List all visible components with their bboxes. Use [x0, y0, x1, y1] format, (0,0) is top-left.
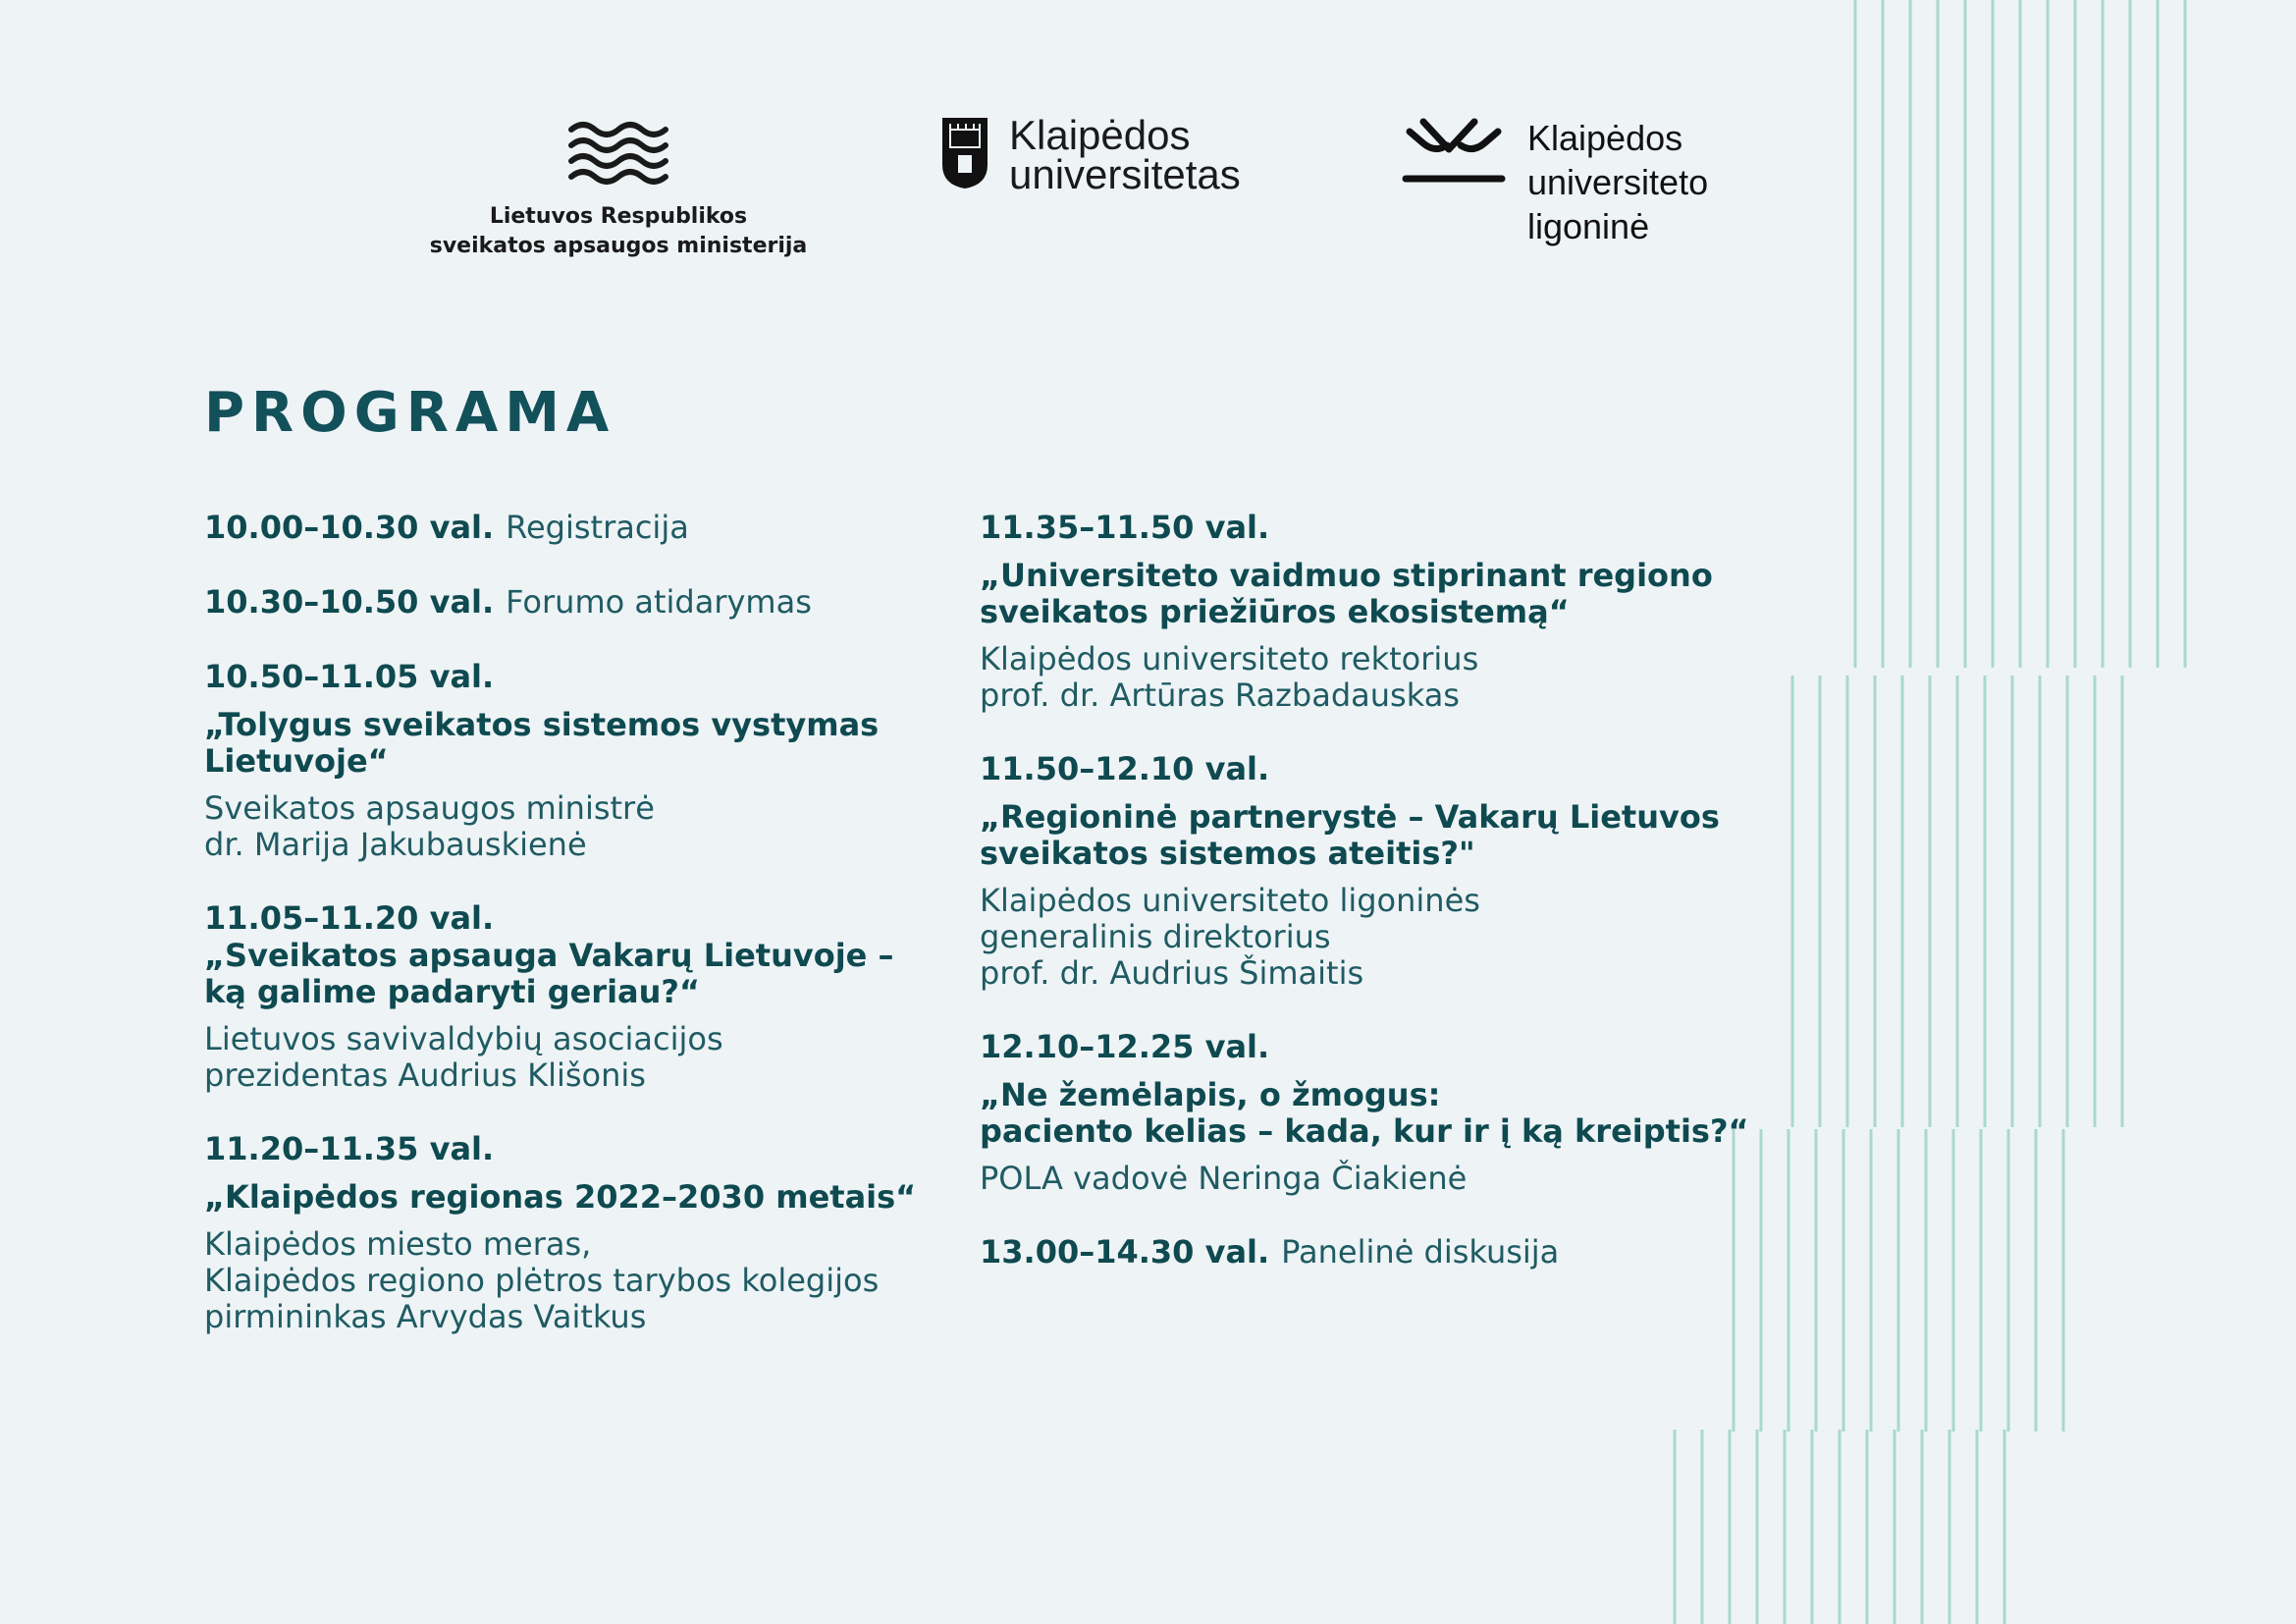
coat-of-arms-icon: [940, 116, 989, 190]
speaker-line: Klaipėdos regiono plėtros tarybos kolegijos: [204, 1262, 880, 1299]
hospital-name-line-3: ligoninė: [1527, 206, 1650, 246]
speaker-line: Lietuvos savivaldybių asociacijos: [204, 1020, 723, 1057]
speaker: [980, 641, 1765, 714]
program-item-time-row: [204, 508, 960, 547]
speaker: [204, 1226, 960, 1335]
hospital-name-line-1: Klaipėdos: [1527, 118, 1683, 158]
ministry-name-line-1: Lietuvos Respublikos: [489, 204, 748, 229]
time-range: 10.30–10.50 val.: [204, 583, 495, 621]
speaker: [980, 1161, 1765, 1197]
speaker: [204, 790, 960, 863]
university-name-line-2: universitetas: [1009, 151, 1241, 197]
speaker-line: Sveikatos apsaugos ministrė: [204, 789, 655, 827]
time-range: 12.10–12.25 val.: [980, 1028, 1270, 1065]
talk-title-line: paciento kelias – kada, kur ir į ką kreiptis?“: [980, 1112, 1749, 1150]
time-range: 11.35–11.50 val.: [980, 509, 1270, 546]
program-item: [204, 898, 960, 1094]
program-item-time-row: [980, 508, 1765, 547]
program-item: [204, 657, 960, 863]
program-item: [980, 1232, 1765, 1272]
program-item: [204, 508, 960, 547]
speaker-line: POLA vadovė Neringa Čiakienė: [980, 1160, 1468, 1197]
program-item: [980, 749, 1765, 992]
session-label: Panelinė diskusija: [1281, 1233, 1560, 1271]
program-item-time-row: [204, 1129, 960, 1168]
talk-title-line: „Tolygus sveikatos sistemos vystymas: [204, 706, 880, 743]
ministry-name: [412, 202, 825, 261]
speaker-line: Klaipėdos miesto meras,: [204, 1225, 592, 1263]
talk-title-line: Lietuvoje“: [204, 742, 389, 780]
talk-title-line: sveikatos priežiūros ekosistemą“: [980, 593, 1570, 630]
speaker-line: pirmininkas Arvydas Vaitkus: [204, 1298, 647, 1335]
program-item-time-row: [204, 582, 960, 622]
university-name-line-1: Klaipėdos: [1009, 112, 1191, 158]
program-item: [980, 508, 1765, 714]
speaker: [980, 883, 1765, 992]
program-column-right: [980, 508, 1765, 1307]
program-column-left: [204, 508, 960, 1371]
speaker-line: prof. dr. Artūras Razbadauskas: [980, 677, 1460, 714]
program-item-time-row: [980, 1027, 1765, 1066]
time-range: 11.05–11.20 val.: [204, 899, 495, 937]
open-book-icon: [1402, 116, 1506, 185]
program-item: [204, 1129, 960, 1335]
time-range: 10.00–10.30 val.: [204, 509, 495, 546]
talk-title-line: sveikatos sistemos ateitis?": [980, 835, 1475, 872]
speaker-line: generalinis direktorius: [980, 918, 1331, 955]
program-item-time-row: [204, 657, 960, 696]
talk-title-line: ką galime padaryti geriau?“: [204, 973, 701, 1010]
program-item-time-row: [204, 898, 960, 938]
university-name: [1009, 112, 1241, 197]
talk-title: [980, 799, 1765, 872]
speaker-line: Klaipėdos universiteto rektorius: [980, 640, 1479, 677]
program-item: [204, 582, 960, 622]
university-logo: [940, 112, 1241, 197]
talk-title-line: „Regioninė partnerystė – Vakarų Lietuvos: [980, 798, 1720, 836]
session-label: Forumo atidarymas: [506, 583, 812, 621]
talk-title: [204, 707, 960, 780]
talk-title: [204, 1179, 960, 1216]
time-range: 13.00–14.30 val.: [980, 1233, 1270, 1271]
time-range: 11.20–11.35 val.: [204, 1130, 495, 1167]
ministry-name-line-2: sveikatos apsaugos ministerija: [429, 234, 808, 258]
wave-grid-icon: [565, 116, 671, 187]
talk-title-line: „Klaipėdos regionas 2022–2030 metais“: [204, 1178, 917, 1216]
speaker-line: prof. dr. Audrius Šimaitis: [980, 954, 1364, 992]
ministry-logo: [412, 116, 825, 261]
speaker-line: Klaipėdos universiteto ligoninės: [980, 882, 1480, 919]
time-range: 10.50–11.05 val.: [204, 658, 495, 695]
speaker: [204, 1021, 960, 1094]
talk-title: [980, 558, 1765, 630]
speaker-line: dr. Marija Jakubauskienė: [204, 826, 587, 863]
talk-title: [204, 938, 960, 1010]
talk-title-line: „Universiteto vaidmuo stiprinant regiono: [980, 557, 1713, 594]
page-title: PROGRAMA: [204, 381, 616, 445]
hospital-name: [1527, 116, 1708, 248]
hospital-name-line-2: universiteto: [1527, 162, 1709, 202]
talk-title-line: „Sveikatos apsauga Vakarų Lietuvoje –: [204, 937, 894, 974]
program-item-time-row: [980, 749, 1765, 788]
talk-title: [980, 1077, 1765, 1150]
talk-title-line: „Ne žemėlapis, o žmogus:: [980, 1076, 1441, 1113]
speaker-line: prezidentas Audrius Klišonis: [204, 1056, 646, 1094]
hospital-logo: [1402, 116, 1708, 248]
program-item-time-row: [980, 1232, 1765, 1272]
program-item: [980, 1027, 1765, 1197]
session-label: Registracija: [506, 509, 689, 546]
time-range: 11.50–12.10 val.: [980, 750, 1270, 787]
